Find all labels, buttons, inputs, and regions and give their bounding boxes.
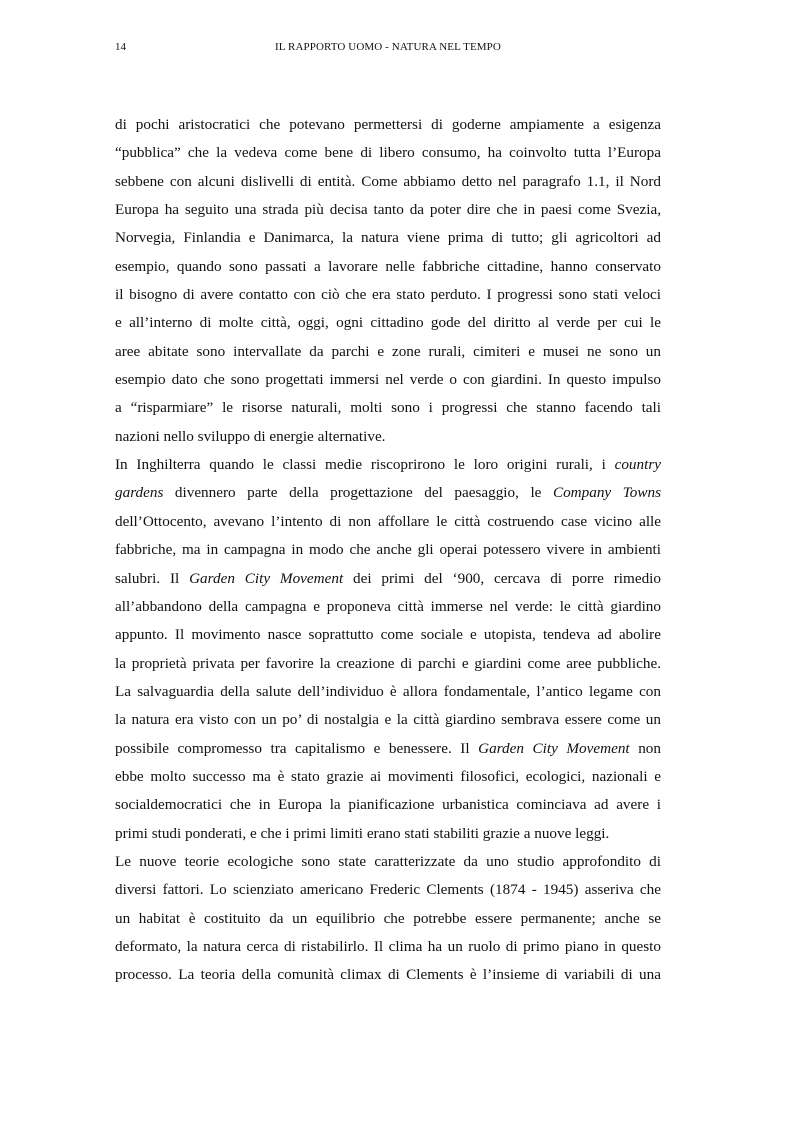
text-line bbox=[115, 196, 661, 224]
text-line bbox=[115, 791, 661, 819]
paragraph bbox=[115, 451, 661, 848]
text-line bbox=[115, 451, 661, 479]
text-line bbox=[115, 338, 661, 366]
text-segment: la natura era visto con un po’ di nostalgia e la città giardino sembrava essere come un bbox=[115, 711, 661, 729]
paragraph bbox=[115, 848, 661, 990]
text-segment: all’abbandono della campagna e proponeva città immerse nel verde: le città giardino bbox=[115, 597, 661, 615]
text-segment: processo. La teoria della comunità climax di Clements è l’insieme di variabili di una bbox=[115, 966, 661, 984]
text-line bbox=[115, 763, 661, 791]
text-segment: sebbene con alcuni dislivelli di entità. Come abbiamo detto nel paragrafo 1.1, il Nord bbox=[115, 172, 661, 190]
page-number: 14 bbox=[115, 41, 126, 53]
text-segment: il bisogno di avere contatto con ciò che era stato perduto. I progressi sono stati veloci bbox=[115, 286, 661, 304]
text-segment: nazioni nello sviluppo di energie alternative. bbox=[115, 427, 386, 445]
text-line bbox=[115, 508, 661, 536]
text-line bbox=[115, 706, 661, 734]
text-line bbox=[115, 735, 661, 763]
text-segment: “pubblica” che la vedeva come bene di libero consumo, ha coinvolto tutta l’Europa bbox=[115, 144, 661, 162]
text-segment: socialdemocratici che in Europa la pianificazione urbanistica cominciava ad avere i bbox=[115, 796, 661, 814]
text-segment: possibile compromesso tra capitalismo e benessere. Il bbox=[115, 739, 479, 757]
text-segment: La salvaguardia della salute dell’individuo è allora fondamentale, l’antico legame con bbox=[115, 682, 661, 700]
text-line bbox=[115, 848, 661, 876]
italic-text: country bbox=[614, 456, 661, 474]
text-segment: primi studi ponderati, e che i primi limiti erano stati stabiliti grazie a nuove leggi. bbox=[115, 824, 610, 842]
text-segment: esempio, quando sono passati a lavorare nelle fabbriche cittadine, hanno conservato bbox=[115, 257, 661, 275]
text-line bbox=[115, 536, 661, 564]
running-title: IL RAPPORTO UOMO - NATURA NEL TEMPO bbox=[275, 41, 501, 53]
text-line bbox=[115, 423, 661, 451]
text-segment: la proprietà privata per favorire la creazione di parchi e giardini come aree pubbliche. bbox=[115, 654, 661, 672]
text-line bbox=[115, 961, 661, 989]
text-segment: Le nuove teorie ecologiche sono state caratterizzate da uno studio approfondito di bbox=[115, 852, 661, 870]
italic-text: Garden City Movement bbox=[478, 739, 630, 757]
text-segment: esempio dato che sono progettati immersi nel verde o con giardini. In questo impulso bbox=[115, 371, 661, 389]
text-line bbox=[115, 876, 661, 904]
text-line bbox=[115, 253, 661, 281]
text-segment: In Inghilterra quando le classi medie riscoprirono le loro origini rurali, i bbox=[115, 456, 615, 474]
text-line bbox=[115, 905, 661, 933]
text-line bbox=[115, 678, 661, 706]
text-segment: e all’interno di molte città, oggi, ogni cittadino gode del diritto al verde per cui le bbox=[115, 314, 661, 332]
text-segment: Europa ha seguito una strada più decisa tanto da poter dire che in paesi come Svezia, bbox=[115, 201, 661, 219]
text-line bbox=[115, 139, 661, 167]
text-line bbox=[115, 650, 661, 678]
text-line bbox=[115, 933, 661, 961]
text-line bbox=[115, 621, 661, 649]
text-segment: fabbriche, ma in campagna in modo che anche gli operai potessero vivere in ambienti bbox=[115, 541, 661, 559]
text-line bbox=[115, 281, 661, 309]
text-line bbox=[115, 224, 661, 252]
paragraph bbox=[115, 111, 661, 451]
text-segment: a “risparmiare” le risorse naturali, molti sono i progressi che stanno facendo tali bbox=[115, 399, 661, 417]
text-line bbox=[115, 168, 661, 196]
italic-text: Company Towns bbox=[552, 484, 661, 502]
body-text bbox=[115, 111, 661, 990]
italic-text: gardens bbox=[115, 484, 164, 502]
text-line bbox=[115, 394, 661, 422]
page-header bbox=[115, 38, 661, 56]
text-line bbox=[115, 565, 661, 593]
text-segment: dei primi del ‘900, cercava di porre rimedio bbox=[343, 569, 661, 587]
text-segment: diversi fattori. Lo scienziato americano Frederic Clements (1874 - 1945) asseriva che bbox=[115, 881, 661, 899]
text-line bbox=[115, 366, 661, 394]
text-segment: appunto. Il movimento nasce soprattutto come sociale e utopista, tendeva ad abolire bbox=[115, 626, 661, 644]
text-line bbox=[115, 593, 661, 621]
text-segment: deformato, la natura cerca di ristabilirlo. Il clima ha un ruolo di primo piano in questo bbox=[115, 937, 661, 955]
text-line bbox=[115, 820, 661, 848]
text-segment: non bbox=[629, 739, 661, 757]
text-segment: Norvegia, Finlandia e Danimarca, la natura viene prima di tutto; gli agricoltori ad bbox=[115, 229, 661, 247]
text-segment: di pochi aristocratici che potevano permettersi di goderne ampiamente a esigenza bbox=[115, 116, 661, 133]
text-segment: un habitat è costituito da un equilibrio che potrebbe essere permanente; anche se bbox=[115, 909, 661, 927]
text-segment: aree abitate sono intervallate da parchi e zone rurali, cimiteri e musei ne sono un bbox=[115, 342, 661, 360]
text-segment: dell’Ottocento, avevano l’intento di non affollare le città costruendo case vicino alle bbox=[115, 512, 661, 530]
text-line bbox=[115, 309, 661, 337]
text-line bbox=[115, 111, 661, 139]
text-segment: salubri. Il bbox=[115, 569, 190, 587]
italic-text: Garden City Movement bbox=[189, 569, 344, 587]
text-segment: ebbe molto successo ma è stato grazie ai movimenti filosofici, ecologici, nazionali e bbox=[115, 767, 661, 785]
text-segment: divennero parte della progettazione del paesaggio, le bbox=[163, 484, 553, 502]
text-line bbox=[115, 479, 661, 507]
